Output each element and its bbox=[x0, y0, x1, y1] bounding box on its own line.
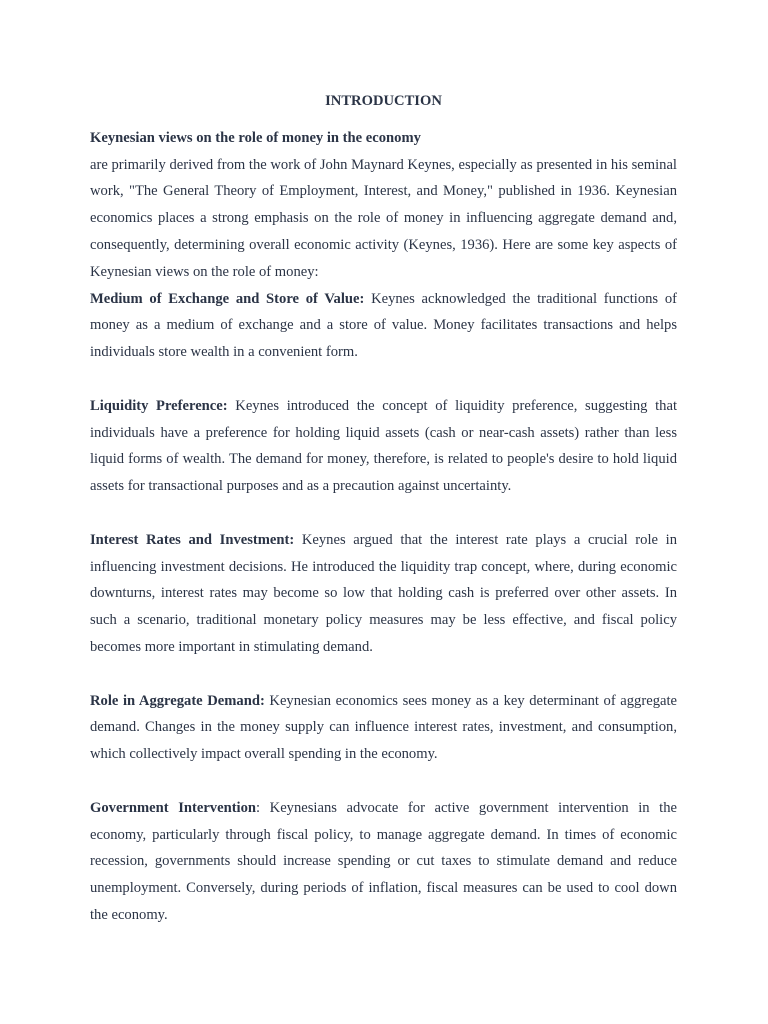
section-text: : Keynesians advocate for active government intervention in the economy, particularly through fiscal policy, to manage aggregate demand. In times of economic recession, governments should increase spending or cut taxes to stimulate demand and reduce unemployment. Conversely, during periods of inflation, fiscal measures can be used to cool down the economy. bbox=[90, 799, 677, 923]
section-text: Keynes introduced the concept of liquidity preference, suggesting that individuals have a preference for holding liquid assets (cash or near-cash assets) rather than less liquid forms of wealth. The demand for money, therefore, is related to people's desire to hold liquid assets for transactional purposes and as a precaution against uncertainty. bbox=[90, 397, 677, 495]
section-term: Interest Rates and Investment: bbox=[90, 531, 295, 548]
section-medium-of-exchange bbox=[90, 286, 677, 366]
section-text: Keynes argued that the interest rate plays a crucial role in influencing investment decisions. He introduced the liquidity trap concept, where, during economic downturns, interest rates may become so low that holding cash is preferred over other assets. In such a scenario, traditional monetary policy measures may be less effective, and fiscal policy becomes more important in stimulating demand. bbox=[90, 531, 677, 655]
section-interest-rates bbox=[90, 527, 677, 661]
section-subheading: Keynesian views on the role of money in the economy bbox=[90, 129, 421, 146]
section-term: Government Intervention bbox=[90, 799, 257, 816]
section-term: Liquidity Preference: bbox=[90, 397, 228, 414]
section-liquidity-preference bbox=[90, 393, 677, 500]
section-aggregate-demand bbox=[90, 688, 677, 768]
page-title: INTRODUCTION bbox=[325, 93, 442, 109]
section-government-intervention bbox=[90, 795, 677, 929]
section-text: Keynesian economics sees money as a key determinant of aggregate demand. Changes in the money supply can influence interest rates, investment, and consumption, which collectively impact overall spending in the economy. bbox=[90, 692, 677, 763]
document-page bbox=[90, 88, 677, 929]
section-text: Keynes acknowledged the traditional functions of money as a medium of exchange and a store of value. Money facilitates transactions and helps individuals store wealth in a convenient form. bbox=[90, 290, 677, 361]
section-term: Role in Aggregate Demand: bbox=[90, 692, 265, 709]
intro-paragraph: are primarily derived from the work of John Maynard Keynes, especially as presented in his seminal work, "The General Theory of Employment, Interest, and Money," published in 1936. Keynesian economics places a strong emphasis on the role of money in influencing aggregate demand and, consequently, determining overall economic activity (Keynes, 1936). Here are some key aspects of Keynesian views on the role of money: bbox=[90, 156, 677, 280]
section-term: Medium of Exchange and Store of Value: bbox=[90, 290, 365, 307]
